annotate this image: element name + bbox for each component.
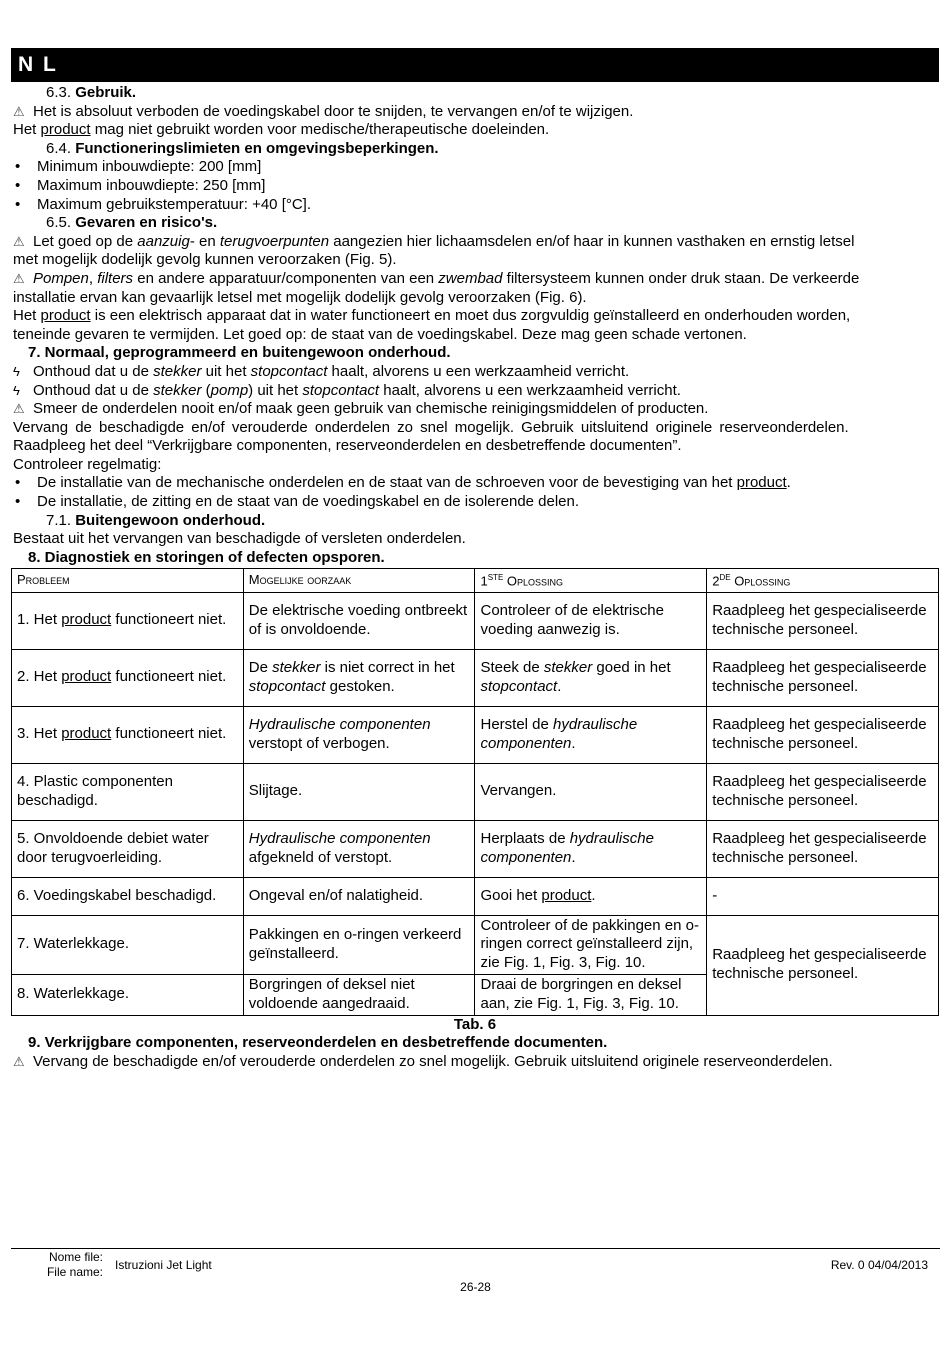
cell-problem: 3. Het product functioneert niet. <box>12 706 244 763</box>
cell-problem: 4. Plastic componenten beschadigd. <box>12 763 244 820</box>
cell-problem: 8. Waterlekkage. <box>12 974 244 1015</box>
page-content <box>13 84 937 1071</box>
bullet-dot-icon: • <box>15 474 21 492</box>
diagnostics-table <box>11 568 939 1015</box>
paragraph: Controleer regelmatig: <box>13 455 162 473</box>
warning-triangle-icon: ⚠ <box>13 401 25 417</box>
cell-solution-1: Controleer of de pakkingen en o-ringen correct geïnstalleerd zijn, zie Fig. 1, Fig. 3, Fig. 10. <box>475 915 707 974</box>
table-row <box>12 649 939 706</box>
warning-line: ⚠ Het is absoluut verboden de voedingskabel door te snijden, te vervangen en/of te wijzigen. <box>13 102 634 120</box>
cell-cause: Hydraulische componenten afgekneld of verstopt. <box>243 820 475 877</box>
cell-solution-1: Gooi het product. <box>475 877 707 915</box>
cell-solution-1: Herstel de hydraulische componenten. <box>475 706 707 763</box>
cell-solution-2: - <box>707 877 939 915</box>
revision-date: Rev. 0 04/04/2013 <box>830 1258 928 1272</box>
list-item: • Maximum inbouwdiepte: 250 [mm] <box>15 176 266 194</box>
language-header-bar <box>11 48 939 82</box>
warning-line: ⚠ Let goed op de aanzuig- en terugvoerpunten aangezien hier lichaamsdelen en/of haar in kunnen vasthaken en ernstig letsel <box>13 232 855 250</box>
bullet-dot-icon: • <box>15 493 21 511</box>
cell-cause: Borgringen of deksel niet voldoende aangedraaid. <box>243 974 475 1015</box>
cell-problem: 7. Waterlekkage. <box>12 915 244 974</box>
section-6-3-title: 6.3. Gebruik. <box>46 84 137 101</box>
section-7-title: 7. Normaal, geprogrammeerd en buitengewoon onderhoud. <box>28 344 451 362</box>
paragraph: Bestaat uit het vervangen van beschadigde of versleten onderdelen. <box>13 530 466 548</box>
warning-line: ⚠ Smeer de onderdelen nooit en/of maak geen gebruik van chemische reinigingsmiddelen of producten. <box>13 400 709 418</box>
list-item: • Maximum gebruikstemperatuur: +40 [°C]. <box>15 195 312 213</box>
list-item: • De installatie, de zitting en de staat van de voedingskabel en de isolerende delen. <box>15 493 580 511</box>
cell-problem: 5. Onvoldoende debiet water door terugvoerleiding. <box>12 820 244 877</box>
cell-problem: 1. Het product functioneert niet. <box>12 592 244 649</box>
header-problem: Probleem <box>12 569 244 592</box>
table-row <box>12 706 939 763</box>
table-row <box>12 877 939 915</box>
paragraph-cont: teneinde gevaren te vermijden. Let goed op: de staat van de voedingskabel. Deze mag geen schade vertonen. <box>13 325 747 343</box>
cell-cause: De elektrische voeding ontbreekt of is onvoldoende. <box>243 592 475 649</box>
warning-line: ⚠ Vervang de beschadigde en/of verouderde onderdelen zo snel mogelijk. Gebruik uitsluitend originele reserveonderdelen. <box>13 1052 833 1070</box>
cell-problem: 6. Voedingskabel beschadigd. <box>12 877 244 915</box>
cell-solution-2: Raadpleeg het gespecialiseerde technische personeel. <box>707 763 939 820</box>
cell-cause: Pakkingen en o-ringen verkeerd geïnstalleerd. <box>243 915 475 974</box>
list-item: • De installatie van de mechanische onderdelen en de staat van de schroeven voor de bevestiging van het product. <box>15 474 791 492</box>
table-row <box>12 820 939 877</box>
section-6-4-title: 6.4. Functioneringslimieten en omgevingsbeperkingen. <box>46 139 439 157</box>
warning-line-cont: installatie ervan kan gevaarlijk letsel met mogelijk dodelijk gevolg veroorzaken (Fig. 6). <box>13 288 587 306</box>
warning-triangle-icon: ⚠ <box>13 233 25 249</box>
paragraph: Het product mag niet gebruikt worden voor medische/therapeutische doeleinden. <box>13 121 550 139</box>
language-code: N L <box>18 53 58 76</box>
cell-solution-1: Controleer of de elektrische voeding aanwezig is. <box>475 592 707 649</box>
paragraph: Vervang de beschadigde en/of verouderde onderdelen zo snel mogelijk. Gebruik uitsluitend originele reserveonderdelen. <box>13 418 849 436</box>
warning-triangle-icon: ⚠ <box>13 1053 25 1069</box>
cell-problem: 2. Het product functioneert niet. <box>12 649 244 706</box>
cell-cause: Hydraulische componenten verstopt of verbogen. <box>243 706 475 763</box>
electric-note: ϟ Onthoud dat u de stekker uit het stopcontact haalt, alvorens u een werkzaamheid verricht. <box>13 362 630 380</box>
product-term: product <box>40 121 91 139</box>
cell-solution-2: Raadpleeg het gespecialiseerde technische personeel. <box>707 915 939 1015</box>
warning-triangle-icon: ⚠ <box>13 103 25 119</box>
table-caption: Tab. 6 <box>453 1015 497 1033</box>
table-row <box>12 915 939 974</box>
section-9-title: 9. Verkrijgbare componenten, reserveonderdelen en desbetreffende documenten. <box>28 1034 608 1052</box>
warning-line-cont: met mogelijk dodelijk gevolg kunnen veroorzaken (Fig. 5). <box>13 251 397 269</box>
page-number: 26-28 <box>460 1280 491 1294</box>
cell-cause: Ongeval en/of nalatigheid. <box>243 877 475 915</box>
table-header-row <box>12 569 939 592</box>
warning-line: ⚠ Pompen, filters en andere apparatuur/componenten van een zwembad filtersysteem kunnen onder druk staan. De verkeerde <box>13 269 860 287</box>
cell-cause: De stekker is niet correct in het stopcontact gestoken. <box>243 649 475 706</box>
section-6-5-title: 6.5. Gevaren en risico's. <box>46 214 218 232</box>
lightning-icon: ϟ <box>13 382 20 398</box>
bullet-dot-icon: • <box>15 195 21 213</box>
product-term: product <box>736 474 787 492</box>
section-7-1-title: 7.1. Buitengewoon onderhoud. <box>46 511 266 529</box>
product-term: product <box>40 307 91 325</box>
paragraph: Raadpleeg het deel “Verkrijgbare componenten, reserveonderdelen en desbetreffende documenten”. <box>13 437 682 455</box>
lightning-icon: ϟ <box>13 363 20 379</box>
table-row <box>12 592 939 649</box>
cell-solution-1: Steek de stekker goed in het stopcontact. <box>475 649 707 706</box>
section-8-title: 8. Diagnostiek en storingen of defecten opsporen. <box>28 548 385 566</box>
file-name-label: Nome file: File name: <box>46 1250 103 1279</box>
warning-triangle-icon: ⚠ <box>13 270 25 286</box>
page-footer <box>11 1248 940 1294</box>
cell-solution-1: Herplaats de hydraulische componenten. <box>475 820 707 877</box>
bullet-dot-icon: • <box>15 158 21 176</box>
header-solution-2: 2DE Oplossing <box>707 569 939 592</box>
cell-solution-2: Raadpleeg het gespecialiseerde technische personeel. <box>707 706 939 763</box>
header-cause: Mogelijke oorzaak <box>243 569 475 592</box>
cell-cause: Slijtage. <box>243 763 475 820</box>
cell-solution-1: Draai de borgringen en deksel aan, zie Fig. 1, Fig. 3, Fig. 10. <box>475 974 707 1015</box>
cell-solution-2: Raadpleeg het gespecialiseerde technische personeel. <box>707 820 939 877</box>
header-solution-1: 1STE Oplossing <box>475 569 707 592</box>
bullet-dot-icon: • <box>15 176 21 194</box>
list-item: • Minimum inbouwdiepte: 200 [mm] <box>15 158 262 176</box>
cell-solution-1: Vervangen. <box>475 763 707 820</box>
paragraph: Het product is een elektrisch apparaat dat in water functioneert en moet dus zorgvuldig geïnstalleerd en onderhouden worden, <box>13 307 851 325</box>
table-row <box>12 763 939 820</box>
cell-solution-2: Raadpleeg het gespecialiseerde technische personeel. <box>707 649 939 706</box>
electric-note: ϟ Onthoud dat u de stekker (pomp) uit het stopcontact haalt, alvorens u een werkzaamheid verricht. <box>13 381 681 399</box>
file-name-value: Istruzioni Jet Light <box>115 1258 212 1272</box>
cell-solution-2: Raadpleeg het gespecialiseerde technische personeel. <box>707 592 939 649</box>
